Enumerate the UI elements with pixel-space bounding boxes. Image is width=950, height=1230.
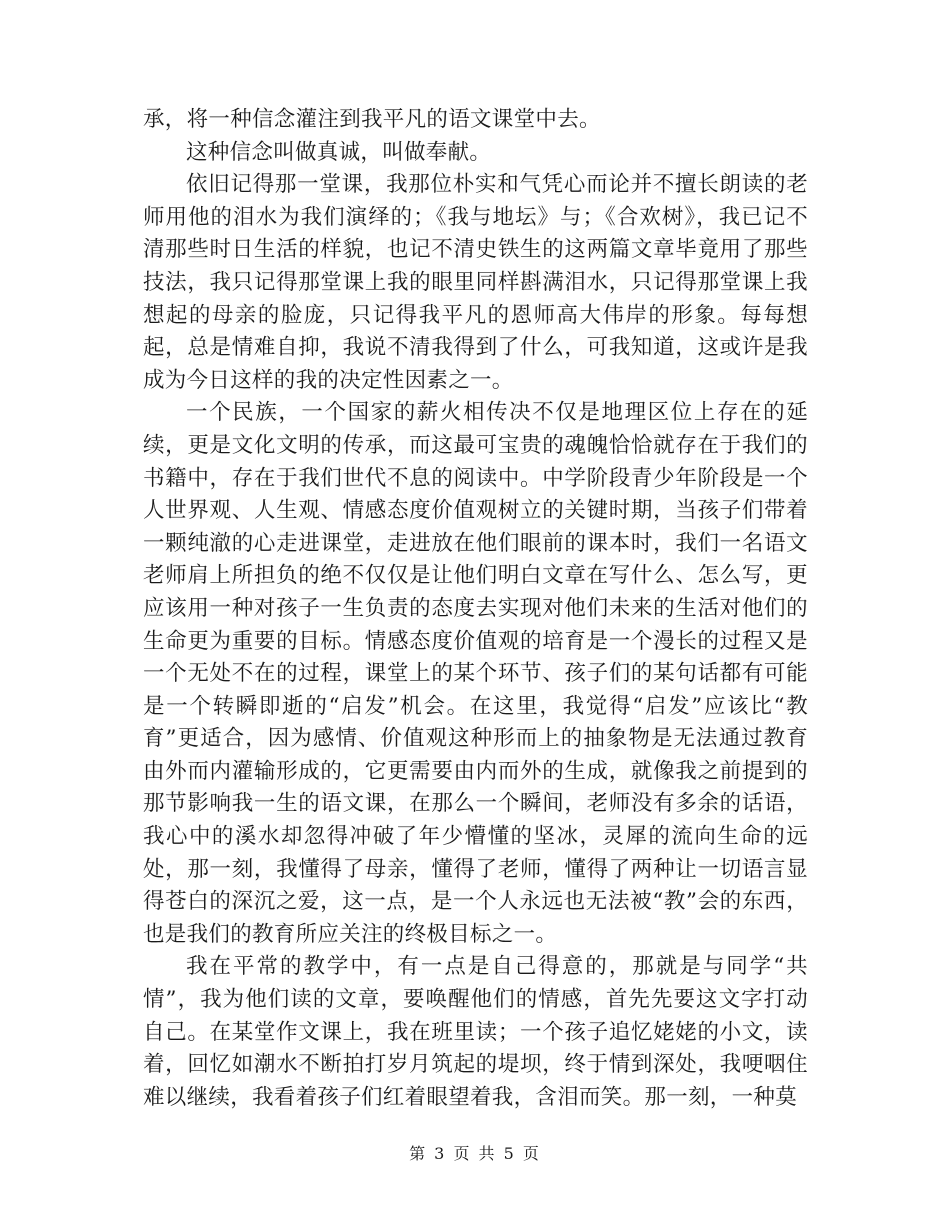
paragraph-2: 这种信念叫做真诚，叫做奉献。 [186,139,492,165]
paragraph-5: 我在平常的教学中，有一点是自己得意的，那就是与同学“共情”，我为他们读的文章，要唤醒他们的情感，首先先要这文字打动自己。在某堂作文课上，我在班里读；一个孩子追忆姥姥的小文，读着，回忆如潮水不断拍打岁月筑起的堤坝，终于情到深处，我哽咽住难以继续，我看着孩子们红着眼望着我，含泪而笑。那一刻，一种莫 [143,954,808,1110]
paragraph-1: 承，将一种信念灌注到我平凡的语文课堂中去。 [143,107,601,132]
paragraph-3: 依旧记得那一堂课，我那位朴实和气凭心而论并不擅长朗读的老师用他的泪水为我们演绎的；《我与地坛》与；《合欢树》，我已记不清那些时日生活的样貌，也记不清史铁生的这两篇文章毕竟用了那些技法，我只记得那堂课上我的眼里同样斟满泪水，只记得那堂课上我想起的母亲的脸庞，只记得我平凡的恩师高大伟岸的形象。每每想起，总是情难自抑，我说不清我得到了什么，可我知道，这或许是我成为今日这样的我的决定性因素之一。 [143,172,808,393]
paragraph-4: 一个民族，一个国家的薪火相传决不仅是地理区位上存在的延续，更是文化文明的传承，而这最可宝贵的魂魄恰恰就存在于我们的书籍中，存在于我们世代不息的阅读中。中学阶段青少年阶段是一个人世界观、人生观、情感态度价值观树立的关键时期，当孩子们带着一颗纯澈的心走进课堂，走进放在他们眼前的课本时，我们一名语文老师肩上所担负的绝不仅仅是让他们明白文章在写什么、怎么写，更应该用一种对孩子一生负责的态度去实现对他们未来的生活对他们的生命更为重要的目标。情感态度价值观的培育是一个漫长的过程又是一个无处不在的过程，课堂上的某个环节、孩子们的某句话都有可能是一个转瞬即逝的“启发”机会。在这里，我觉得“启发”应该比“教育”更适合，因为感情、价值观这种形而上的抽象物是无法通过教育由外而内灌输形成的，它更需要由内而外的生成，就像我之前提到的那节影响我一生的语文课，在那么一个瞬间，老师没有多余的话语，我心中的溪水却忽得冲破了年少懵懂的坚冰，灵犀的流向生命的远处，那一刻，我懂得了母亲，懂得了老师，懂得了两种让一切语言显得苍白的深沉之爱，这一点，是一个人永远也无法被“教”会的东西，也是我们的教育所应关注的终极目标之一。 [143,400,808,947]
page-number-footer: 第 3 页 共 5 页 [409,1144,541,1163]
document-body [143,104,808,1114]
